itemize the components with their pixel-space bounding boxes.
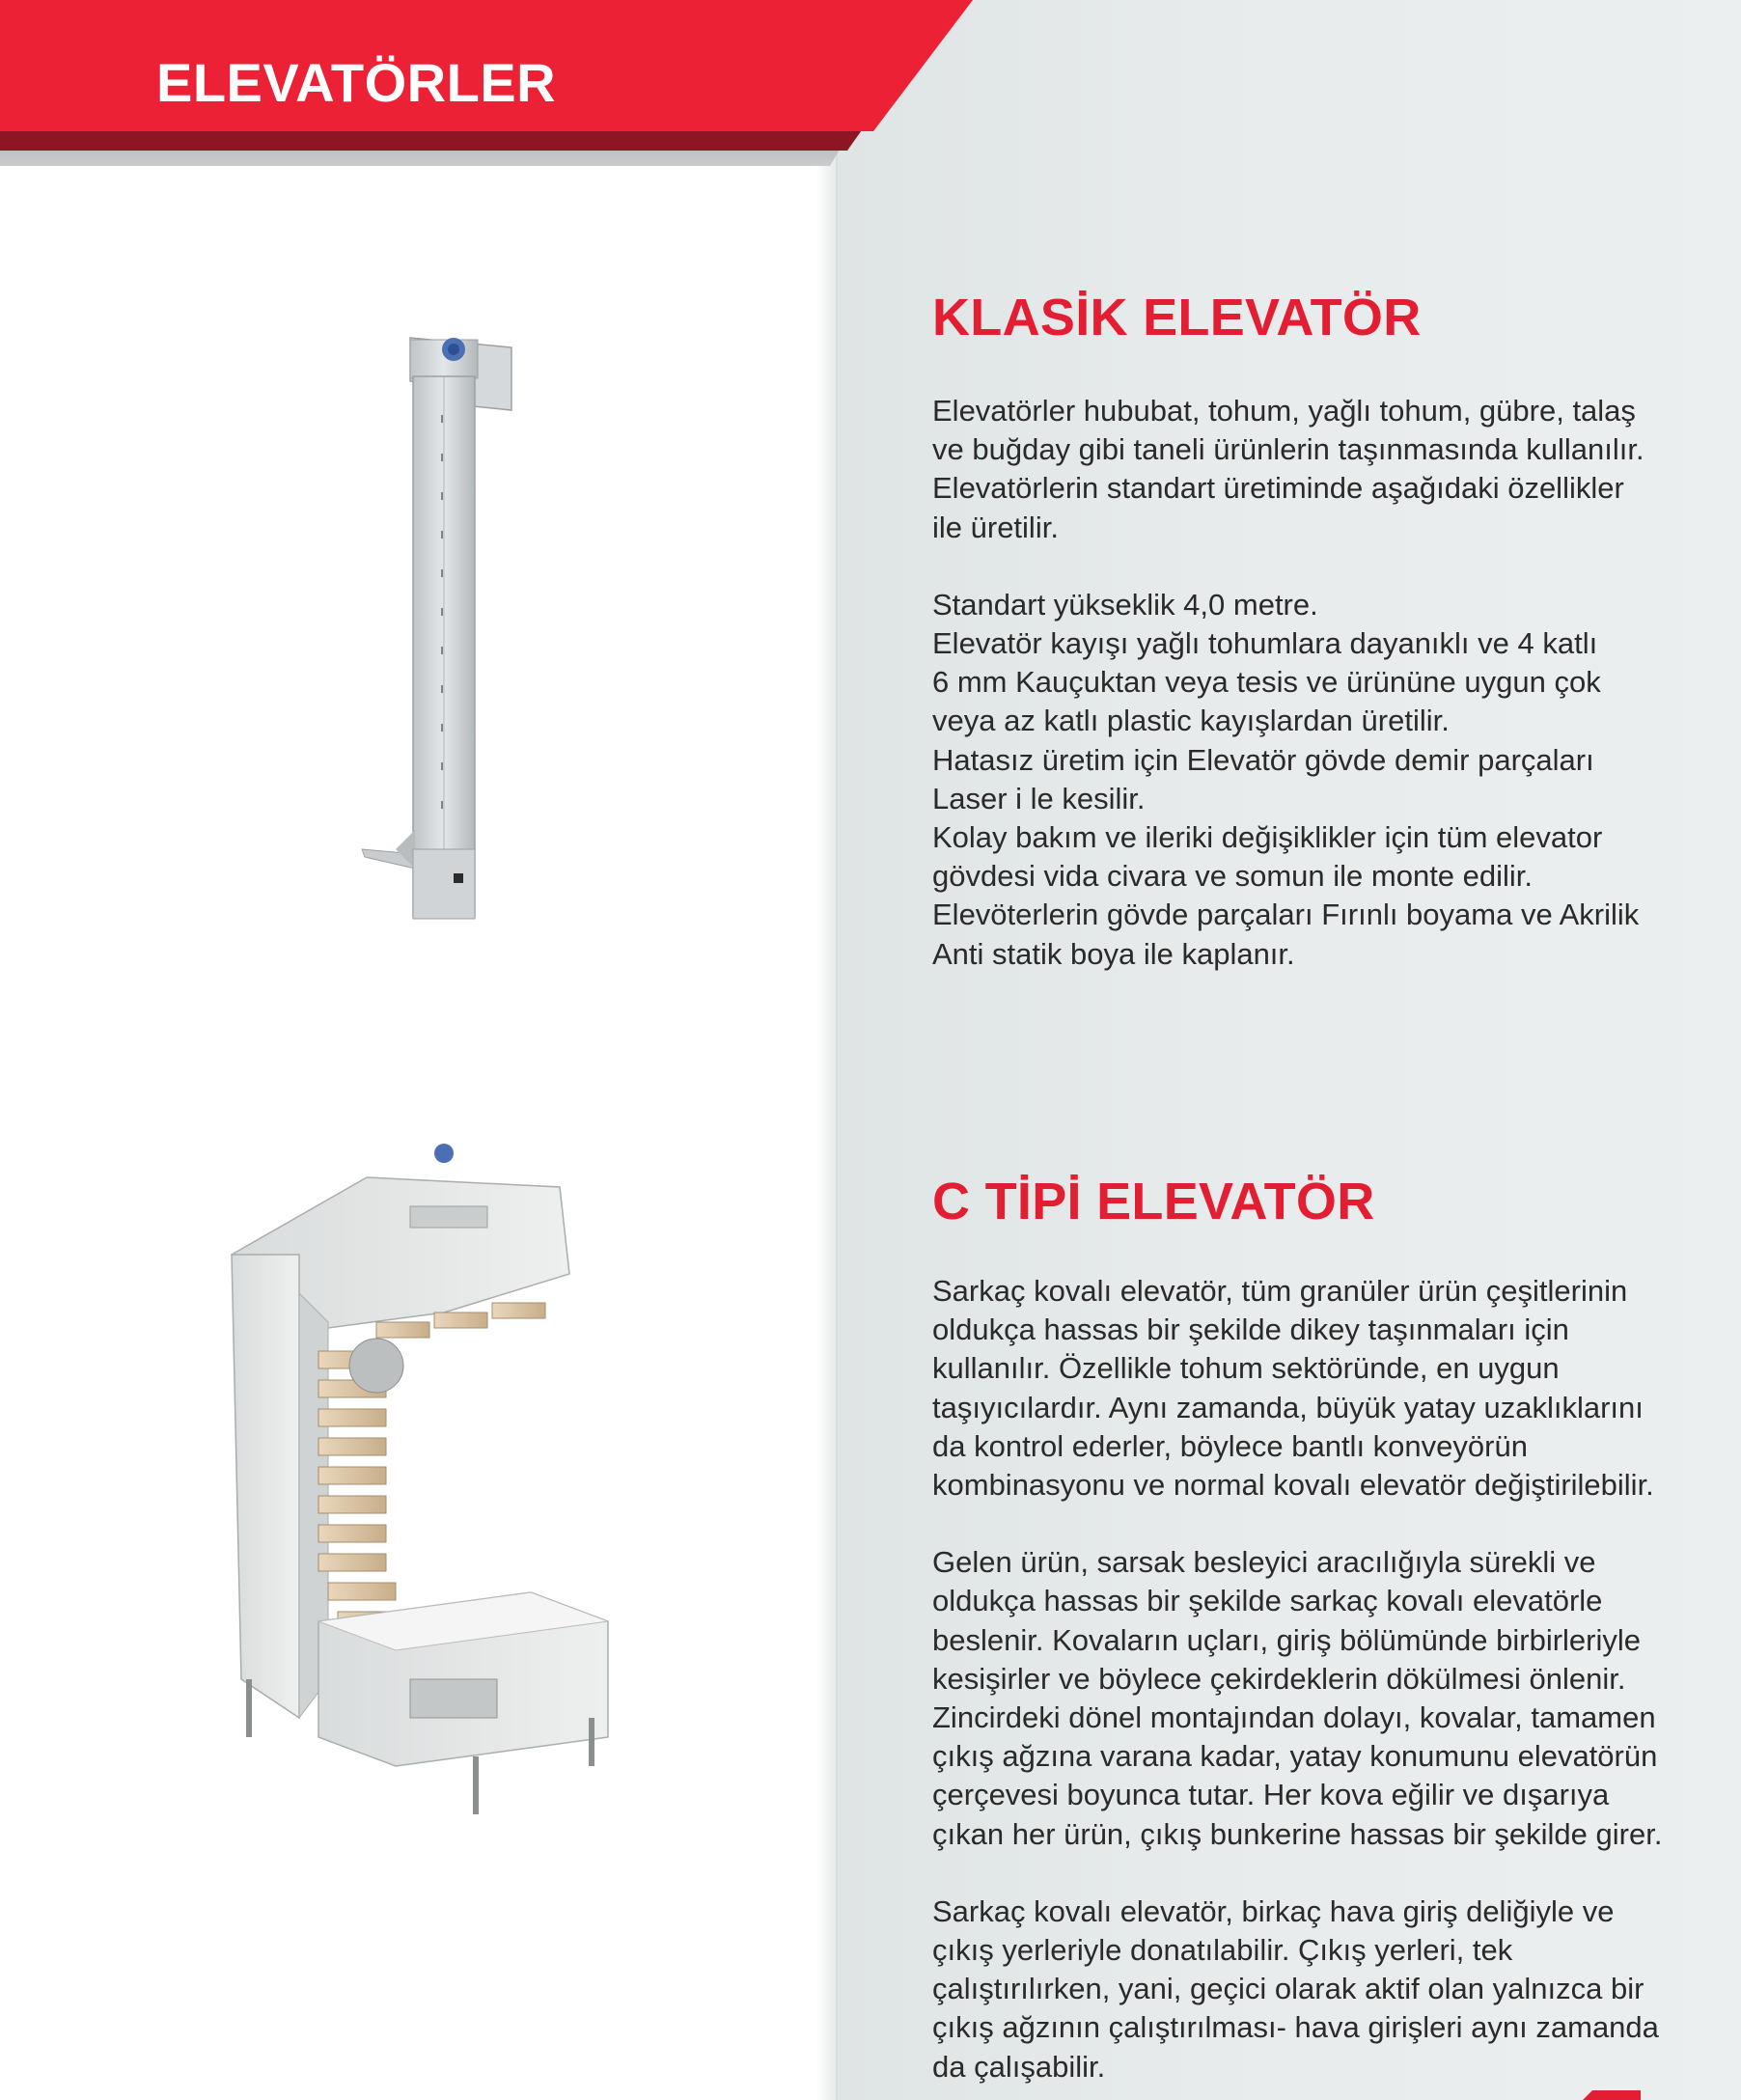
klasik-elevator-image [357,328,521,926]
section-c-tipi-elevator [932,1175,1724,2086]
paragraph [932,1543,1724,1854]
text-line: 6 mm Kauçuktan veya tesis ve ürününe uygun çok [932,665,1601,700]
corner-accent [1583,2090,1641,2100]
text-line: Hatasız üretim için Elevatör gövde demir parçaları [932,742,1594,777]
panel-shadow [816,145,838,2100]
text-line: ve buğday gibi taneli ürünlerin taşınmasında kullanılır. [932,432,1644,467]
text-line: Laser i le kesilir. [932,781,1146,815]
paragraph [932,1893,1724,2086]
text-line: da kontrol ederler, böylece bantlı konveyörün [932,1428,1528,1463]
text-line: çalıştırılırken, yani, geçici olarak aktif olan yalnızca bir [932,1972,1644,2006]
text-line: Sarkaç kovalı elevatör, birkaç hava giriş deliğiyle ve [932,1893,1615,1928]
text-line: Elevatörler hububat, tohum, yağlı tohum, gübre, talaş [932,394,1636,428]
text-line: kesişirler ve böylece çekirdeklerin dökülmesi önlenir. [932,1661,1626,1696]
text-line: çıkan her ürün, çıkış bunkerine hassas bir şekilde girer. [932,1816,1663,1851]
paragraph [932,1272,1724,1505]
text-line: veya az katlı plastic kayışlardan üretilir. [932,704,1450,738]
paragraph [932,586,1724,974]
text-line: çıkış yerleriyle donatılabilir. Çıkış yerleri, tek [932,1933,1513,1968]
text-line: gövdesi vida civara ve somun ile monte edilir. [932,859,1534,894]
text-line: Gelen ürün, sarsak besleyici aracılığıyla sürekli ve [932,1545,1596,1580]
text-line: çıkış ağzına varana kadar, yatay konumunu elevatörün [932,1739,1658,1774]
text-line: Anti statik boya ile kaplanır. [932,936,1295,971]
paragraph [932,392,1724,547]
text-line: Sarkaç kovalı elevatör, tüm granüler ürün çeşitlerinin [932,1274,1628,1308]
text-line: Zincirdeki dönel montajından dolayı, kovalar, tamamen [932,1700,1656,1735]
text-line: Elevatör kayışı yağlı tohumlara dayanıklı ve 4 katlı [932,626,1598,661]
section-klasik-elevator [932,291,1724,974]
text-line: ile üretilir. [932,510,1059,544]
text-line: oldukça hassas bir şekilde dikey taşınmaları için [932,1312,1569,1347]
text-line: çerçevesi boyunca tutar. Her kova eğilir ve dışarıya [932,1778,1610,1812]
text-line: Standart yükseklik 4,0 metre. [932,587,1318,622]
section-title-c-tipi-elevator: C TİPİ ELEVATÖR [932,1173,1375,1230]
text-line: oldukça hassas bir şekilde sarkaç kovalı elevatörle [932,1584,1603,1618]
text-line: kullanılır. Özellikle tohum sektöründe, en uygun [932,1351,1560,1386]
text-line: beslenir. Kovaların uçları, giriş bölümünde birbirleriyle [932,1622,1642,1657]
text-line: kombinasyonu ve normal kovalı elevatör değiştirilebilir. [932,1468,1654,1503]
text-line: Elevöterlerin gövde parçaları Fırınlı boyama ve Akrilik [932,898,1640,932]
text-line: da çalışabilir. [932,2049,1106,2084]
page-title: ELEVATÖRLER [156,52,557,113]
text-line: taşıyıcılardır. Aynı zamanda, büyük yatay uzaklıklarını [932,1390,1644,1424]
text-line: çıkış ağzının çalıştırılması- hava girişleri aynı zamanda [932,2010,1659,2045]
text-line: Elevatörlerin standart üretiminde aşağıdaki özellikler [932,471,1624,506]
text-line: Kolay bakım ve ileriki değişiklikler için tüm elevator [932,820,1603,855]
c-tipi-elevator-image [222,1139,627,1824]
section-title-klasik-elevator: KLASİK ELEVATÖR [932,289,1422,346]
